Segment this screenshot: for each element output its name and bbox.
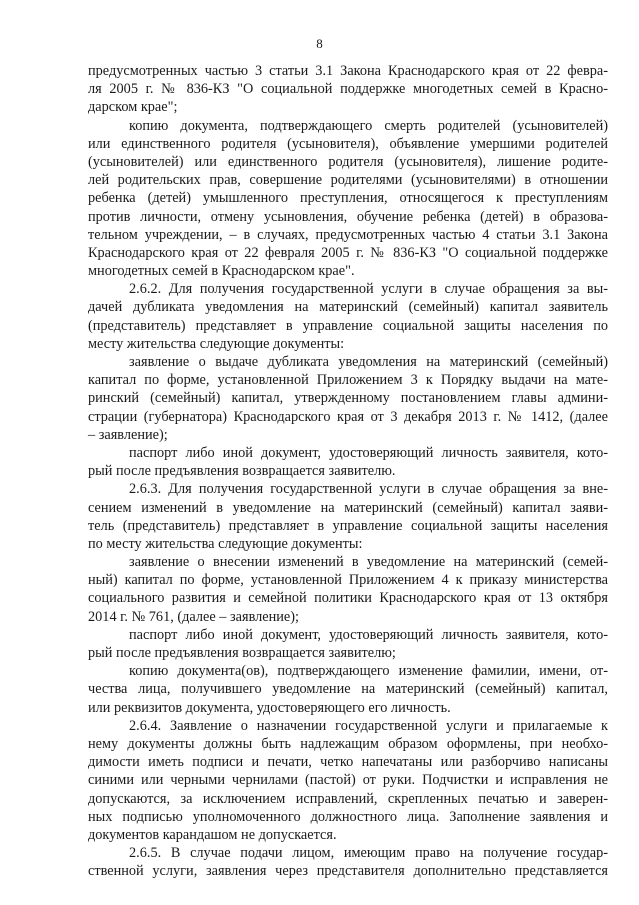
text-line: документов карандашом не допускается. (88, 826, 337, 843)
text-line: по месту жительства следующие документы: (88, 535, 363, 552)
page-number: 8 (316, 36, 323, 51)
text-line: паспорт либо иной документ, удостоверяющий личность заявителя, кото- (129, 444, 608, 461)
text-line: сением изменений в уведомление на материнский (семейный) капитал заяви- (88, 499, 608, 516)
text-line: социального развития и семейной политики Краснодарского края от 13 октября (88, 590, 608, 607)
text-line: допускаются, за исключением исправлений, скрепленных печатью и заверен- (88, 790, 608, 807)
text-line: или единственного родителя (усыновителя), объявление умершими родителей (88, 135, 608, 152)
text-line: предусмотренных частью 3 статьи 3.1 Закона Краснодарского края от 22 февра- (88, 63, 608, 79)
text-line: (усыновителей) или единственного родителя (усыновителя), лишение родите- (88, 153, 608, 170)
text-line: рый после предъявления возвращается заявителю. (88, 463, 396, 480)
document-body (88, 62, 608, 880)
text-line: копию документа(ов), подтверждающего изменение фамилии, имени, от- (129, 663, 608, 680)
text-line: паспорт либо иной документ, удостоверяющий личность заявителя, кото- (129, 626, 608, 643)
text-line: 2.6.2. Для получения государственной услуги в случае обращения за вы- (129, 281, 608, 298)
text-line: заявление о внесении изменений в уведомление на материнский (семей- (129, 554, 608, 571)
text-line: Краснодарского края от 22 февраля 2005 г. № 836-КЗ "О социальной поддержке (88, 244, 608, 261)
text-line: дачей дубликата уведомления на материнский (семейный) капитал заявитель (88, 299, 608, 316)
text-line: 2014 г. № 761, (далее – заявление); (88, 608, 299, 625)
text-line: – заявление); (88, 426, 168, 443)
text-line: нему документы должны быть надлежащим образом оформлены, при необхо- (88, 735, 608, 752)
text-line: копию документа, подтверждающего смерть родителей (усыновителей) (129, 117, 608, 134)
text-line: многодетных семей в Краснодарском крае". (88, 263, 355, 280)
text-line: 2.6.4. Заявление о назначении государственной услуги и прилагаемые к (129, 717, 608, 734)
text-line: месту жительства следующие документы: (88, 335, 345, 352)
text-line: димости иметь подписи и печати, четко напечатаны или разборчиво написаны (88, 754, 608, 771)
text-line: против личности, отмену усыновления, обучение ребенка (детей) в образова- (88, 208, 608, 225)
text-line: лей родительских прав, совершение родителями (усыновителями) в отношении (88, 172, 608, 189)
text-line: страции (губернатора) Краснодарского края от 3 декабря 2013 г. № 1412, (далее (88, 408, 608, 425)
text-line: синими или черными чернилами (пастой) от руки. Подчистки и исправления не (88, 772, 608, 789)
text-line: ринский (семейный) капитал, утвержденному постановлением главы админи- (88, 390, 608, 407)
text-line: рый после предъявления возвращается заявителю; (88, 645, 396, 661)
text-line: чества лица, получившего уведомление на материнский (семейный) капитал, (88, 681, 608, 698)
text-line: ный) капитал по форме, установленной Приложением 4 к приказу министерства (88, 572, 608, 589)
text-line: ственной услуги, заявления через представителя дополнительно представляется (88, 863, 608, 880)
text-line: заявление о выдаче дубликата уведомления на материнский (семейный) (129, 354, 608, 370)
text-line: 2.6.3. Для получения государственной услуги в случае обращения за вне- (129, 481, 608, 498)
text-line: тельном учреждении, – в случаях, предусмотренных частью 4 статьи 3.1 Закона (88, 226, 608, 243)
text-line: (представитель) представляет в управление социальной защиты населения по (88, 317, 608, 334)
text-line: капитал по форме, установленной Приложением 3 к Порядку выдачи на мате- (88, 372, 608, 389)
text-line: дарском крае"; (88, 99, 178, 116)
text-line: или реквизитов документа, удостоверяющего его личность. (88, 699, 451, 716)
text-line: ных подписью уполномоченного должностного лица. Заполнение заявления и (88, 808, 608, 825)
text-line: 2.6.5. В случае подачи лицом, имеющим право на получение государ- (129, 845, 608, 862)
text-line: тель (представитель) представляет в управление социальной защиты населения (88, 517, 608, 534)
text-line: ля 2005 г. № 836-КЗ "О социальной поддержке многодетных семей в Красно- (88, 81, 608, 98)
text-line: ребенка (детей) умышленного преступления, относящегося к преступлениям (88, 190, 608, 207)
